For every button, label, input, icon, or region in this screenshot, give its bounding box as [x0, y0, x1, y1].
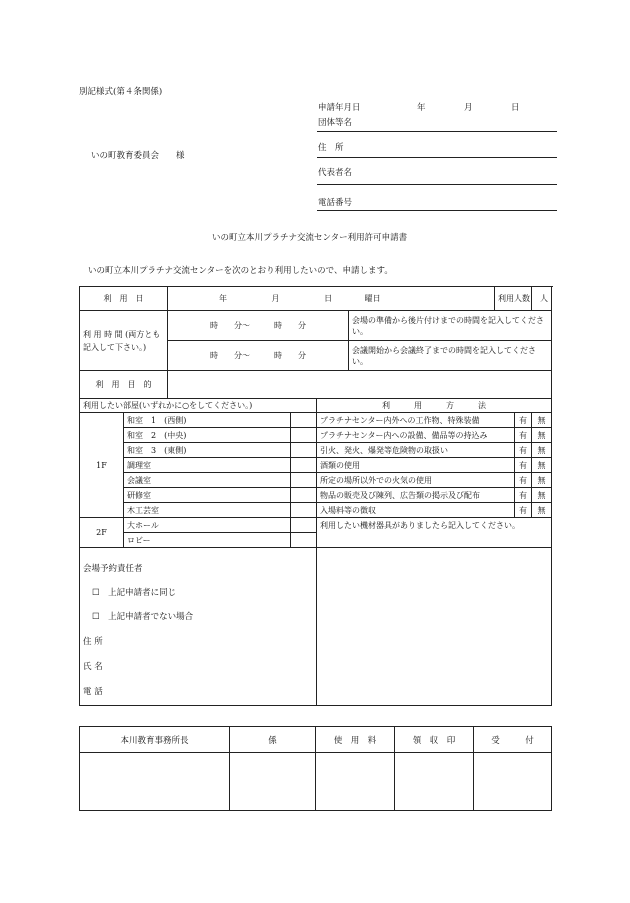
org-name-line — [317, 131, 557, 132]
floor-1f-label: 1F — [80, 413, 124, 518]
usage-time-prep-note: 会場の準備から後片付けまでの時間を記入してください。 — [349, 311, 552, 341]
equipment-field[interactable] — [317, 548, 552, 706]
room-name: 和室 3 (東側) — [124, 443, 291, 458]
method-text: 引火、発火、爆発等危険物の取扱い — [317, 443, 515, 458]
method-text: 物品の販売及び陳列、広告類の掲示及び配布 — [317, 488, 515, 503]
usage-date-label: 利 用 日 — [80, 287, 168, 311]
date-month: 月 — [464, 103, 473, 113]
method-no[interactable]: 無 — [532, 458, 552, 473]
representative-line — [317, 184, 557, 185]
reservation-name-label: 氏 名 — [83, 662, 103, 672]
room-row — [80, 488, 552, 503]
room-mark-cell[interactable] — [291, 428, 317, 443]
room-mark-cell[interactable] — [291, 413, 317, 428]
org-name-label: 団体等名 — [318, 118, 353, 128]
office-director-header: 本川教育事務所長 — [80, 727, 230, 753]
room-name: 会議室 — [124, 473, 291, 488]
people-label: 利用人数 — [495, 287, 532, 311]
reception-header: 受 付 — [474, 727, 552, 753]
reservation-row — [80, 548, 552, 706]
application-date-label: 申請年月日 — [318, 103, 361, 113]
rooms-header-row — [80, 399, 552, 413]
purpose-label: 利 用 目 的 — [80, 371, 168, 399]
address-label: 住 所 — [318, 143, 344, 153]
reservation-cell — [80, 548, 317, 706]
reservation-option-same[interactable]: ☐ 上記申請者に同じ — [92, 588, 177, 598]
floor-2f-label: 2F — [80, 518, 124, 548]
address-line — [317, 157, 557, 158]
reservation-title: 会場予約責任者 — [83, 564, 143, 574]
reception-field[interactable] — [474, 753, 552, 811]
room-name: 調理室 — [124, 458, 291, 473]
method-text: 酒類の使用 — [317, 458, 515, 473]
usage-date-field[interactable] — [168, 287, 495, 311]
application-table — [79, 286, 552, 706]
reservation-address-label: 住 所 — [83, 637, 103, 647]
room-mark-cell[interactable] — [291, 533, 317, 548]
usage-time-row-1 — [80, 311, 552, 341]
phone-label: 電話番号 — [318, 198, 353, 208]
people-unit: 人 — [540, 294, 548, 303]
reservation-phone-label: 電 話 — [83, 687, 103, 697]
room-mark-cell[interactable] — [291, 518, 317, 533]
method-text: プラチナセンター内外への工作物、特殊装備 — [317, 413, 515, 428]
usage-date-row — [80, 287, 552, 311]
room-name: ロビー — [124, 533, 291, 548]
room-row — [80, 473, 552, 488]
usage-date-day: 日 — [324, 294, 333, 303]
purpose-field[interactable] — [168, 371, 552, 399]
usage-date-weekday: 曜日 — [364, 294, 381, 303]
document-title: いの町立本川プラチナ交流センター利用許可申請書 — [212, 233, 408, 243]
receipt-seal-field[interactable] — [395, 753, 474, 811]
method-no[interactable]: 無 — [532, 428, 552, 443]
usage-date-year: 年 — [219, 294, 227, 303]
room-row — [80, 458, 552, 473]
room-name: 研修室 — [124, 488, 291, 503]
office-header-row — [80, 727, 552, 753]
date-day: 日 — [511, 103, 520, 113]
office-director-stamp[interactable] — [80, 753, 230, 811]
room-name: 和室 2 (中央) — [124, 428, 291, 443]
usage-time-label: 利 用 時 間 (両方とも記入して下さい。) — [80, 311, 168, 371]
office-staff-header: 係 — [230, 727, 316, 753]
method-no[interactable]: 無 — [532, 488, 552, 503]
method-yes[interactable]: 有 — [515, 503, 532, 518]
rooms-header: 利用したい部屋(いずれかに○をしてください。) — [80, 399, 317, 413]
method-yes[interactable]: 有 — [515, 443, 532, 458]
people-field[interactable] — [532, 287, 552, 311]
room-name: 木工芸室 — [124, 503, 291, 518]
receipt-seal-header: 領 収 印 — [395, 727, 474, 753]
method-no[interactable]: 無 — [532, 413, 552, 428]
addressee: いの町教育委員会 様 — [91, 151, 185, 161]
purpose-row — [80, 371, 552, 399]
phone-line — [317, 210, 557, 211]
usage-time-prep-field[interactable]: 時 分〜 時 分 — [168, 311, 349, 341]
room-row — [80, 413, 552, 428]
usage-date-month: 月 — [271, 294, 280, 303]
method-no[interactable]: 無 — [532, 503, 552, 518]
usage-time-meeting-field[interactable]: 時 分〜 時 分 — [168, 341, 349, 371]
equipment-note[interactable]: 利用したい機材器具がありましたら記入してください。 — [317, 518, 552, 548]
room-mark-cell[interactable] — [291, 503, 317, 518]
method-text: 入場料等の徴収 — [317, 503, 515, 518]
room-row — [80, 428, 552, 443]
date-year: 年 — [417, 103, 426, 113]
room-name: 大ホール — [124, 518, 291, 533]
method-yes[interactable]: 有 — [515, 473, 532, 488]
room-row — [80, 443, 552, 458]
room-mark-cell[interactable] — [291, 473, 317, 488]
room-mark-cell[interactable] — [291, 488, 317, 503]
room-row — [80, 518, 552, 533]
method-yes[interactable]: 有 — [515, 488, 532, 503]
office-staff-stamp[interactable] — [230, 753, 316, 811]
usage-time-meeting-note: 会議開始から会議終了までの時間を記入してください。 — [349, 341, 552, 371]
method-yes[interactable]: 有 — [515, 458, 532, 473]
intro-text: いの町立本川プラチナ交流センターを次のとおり利用したいので、申請します。 — [88, 266, 393, 276]
reservation-option-other[interactable]: ☐ 上記申請者でない場合 — [92, 612, 194, 622]
form-label: 別記様式(第４条関係) — [79, 87, 163, 97]
method-no[interactable]: 無 — [532, 473, 552, 488]
representative-label: 代表者名 — [318, 168, 353, 178]
office-use-table — [79, 726, 552, 811]
fee-header: 使 用 料 — [316, 727, 395, 753]
room-mark-cell[interactable] — [291, 443, 317, 458]
office-stamp-row — [80, 753, 552, 811]
room-row — [80, 503, 552, 518]
fee-field[interactable] — [316, 753, 395, 811]
method-yes[interactable]: 有 — [515, 428, 532, 443]
method-yes[interactable]: 有 — [515, 413, 532, 428]
room-mark-cell[interactable] — [291, 458, 317, 473]
room-name: 和室 1 (西側) — [124, 413, 291, 428]
method-no[interactable]: 無 — [532, 443, 552, 458]
method-text: 所定の場所以外での火気の使用 — [317, 473, 515, 488]
method-text: プラチナセンター内への設備、備品等の持込み — [317, 428, 515, 443]
method-header: 利 用 方 法 — [317, 399, 552, 413]
